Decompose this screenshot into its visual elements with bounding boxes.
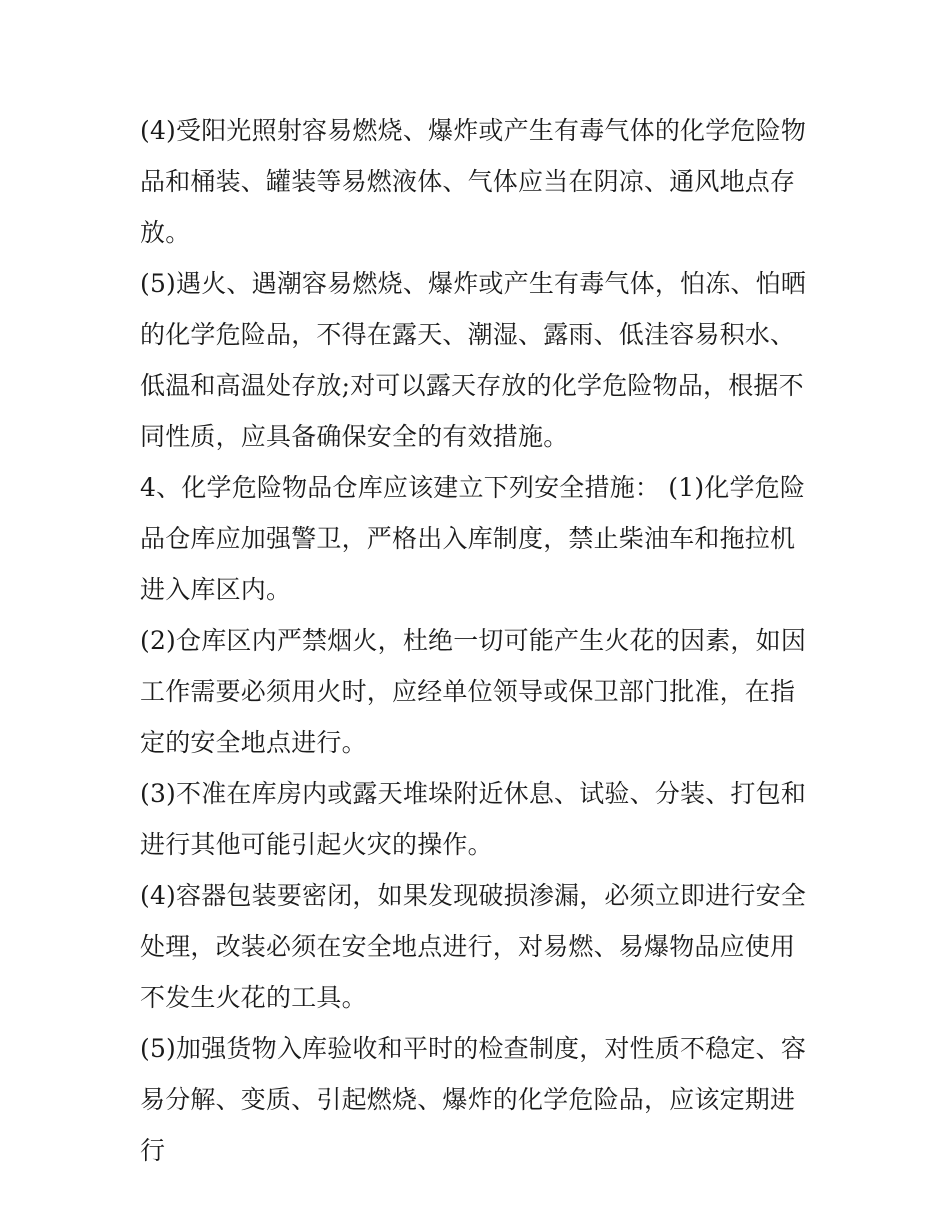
paragraph-warehouse-measures: 4、化学危险物品仓库应该建立下列安全措施： (1)化学危险品仓库应加强警卫，严格出入库制度，禁止柴油车和拖拉机进入库区内。 xyxy=(140,473,806,604)
paragraph-container-sealing: (4)容器包装要密闭，如果发现破损渗漏，必须立即进行安全处理，改装必须在安全地点进行，对易燃、易爆物品应使用不发生火花的工具。 xyxy=(140,881,807,1012)
document-body xyxy=(140,105,820,1176)
paragraph-no-operations: (3)不准在库房内或露天堆垛附近休息、试验、分装、打包和进行其他可能引起火灾的操作。 xyxy=(140,779,807,859)
paragraph-no-fire: (2)仓库区内严禁烟火，杜绝一切可能产生火花的因素，如因工作需要必须用火时，应经单位领导或保卫部门批准，在指定的安全地点进行。 xyxy=(140,626,807,757)
paragraph-inspection: (5)加强货物入库验收和平时的检查制度，对性质不稳定、容易分解、变质、引起燃烧、爆炸的化学危险品，应该定期进行 xyxy=(140,1034,807,1165)
paragraph-storage-sunlight: (4)受阳光照射容易燃烧、爆炸或产生有毒气体的化学危险物品和桶装、罐装等易燃液体、气体应当在阴凉、通风地点存放。 xyxy=(140,116,807,247)
paragraph-storage-moisture: (5)遇火、遇潮容易燃烧、爆炸或产生有毒气体，怕冻、怕晒的化学危险品，不得在露天、潮湿、露雨、低洼容易积水、低温和高温处存放;对可以露天存放的化学危险物品，根据不同性质，应具备确保安全的有效措施。 xyxy=(140,269,807,451)
